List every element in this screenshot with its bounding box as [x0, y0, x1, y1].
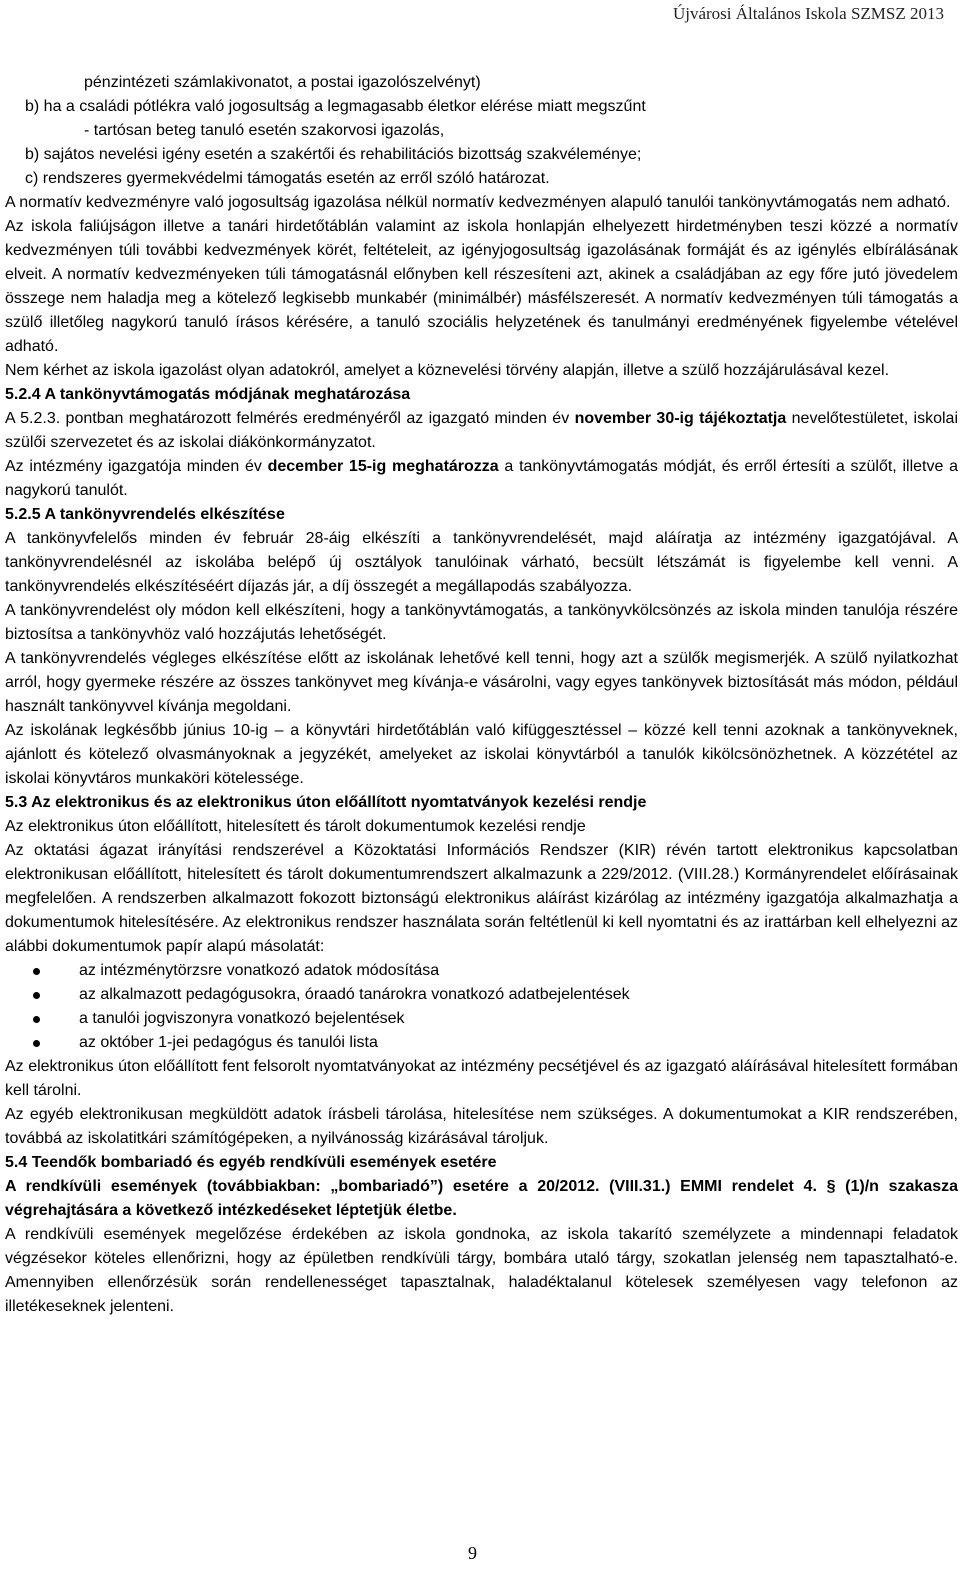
list-item: a tanulói jogviszonyra vonatkozó bejelentések: [5, 1007, 958, 1031]
paragraph: A tankönyvrendelés végleges elkészítése előtt az iskolának lehetővé kell tenni, hogy azt a szülők megismerjék. A szülő nyilatkozhat arról, hogy gyermeke részére az összes tankönyvet meg kívánja-e vásárolni, vagy egyes tankönyvek biztosítását más módon, például használt tankönyvvel kívánja megoldani.: [5, 650, 958, 715]
paragraph: A 5.2.3. pontban meghatározott felmérés eredményéről az igazgató minden év november 30-ig tájékoztatja nevelőtestületet, iskolai szülői szervezetet és az iskolai diákönkormányzatot.: [5, 410, 959, 451]
paragraph: Az elektronikus úton előállított, hitelesített és tárolt dokumentumok kezelési rendje: [5, 818, 586, 835]
section-heading-5-2-5: 5.2.5 A tankönyvrendelés elkészítése: [5, 506, 285, 523]
paragraph: Nem kérhet az iskola igazolást olyan adatokról, amelyet a köznevelési törvény alapján, illetve a szülő hozzájárulásával kezel.: [5, 362, 890, 379]
paragraph: Az iskolának legkésőbb június 10-ig – a könyvtári hirdetőtáblán való kifüggesztéssel – közzé kell tenni azoknak a tankönyveknek, ajánlott és kötelező olvasmányoknak a jegyzékét, amelyeket az iskolai könyvtárból a tanulók kikölcsönözhetnek. A közzététel az iskolai könyvtáros munkaköri kötelessége.: [5, 722, 958, 787]
section-heading-5-3: 5.3 Az elektronikus és az elektronikus úton előállított nyomtatványok kezelési rendje: [5, 794, 647, 811]
section-heading-5-2-4: 5.2.4 A tankönyvtámogatás módjának meghatározása: [5, 386, 411, 403]
bullet-icon: [33, 968, 40, 975]
paragraph: A tankönyvrendelést oly módon kell elkészíteni, hogy a tankönyvtámogatás, a tankönyvkölcsönzés az iskola minden tanulója részére biztosítsa a tankönyvhöz való hozzájutás lehetőségét.: [5, 602, 958, 643]
list-line: b) sajátos nevelési igény esetén a szakértői és rehabilitációs bizottság szakvéleménye;: [25, 146, 642, 163]
list-item: az intézménytörzsre vonatkozó adatok módosítása: [5, 959, 958, 983]
bullet-icon: [33, 1016, 40, 1023]
list-line: - tartósan beteg tanuló esetén szakorvosi igazolás,: [84, 122, 445, 139]
paragraph: Az intézmény igazgatója minden év december 15-ig meghatározza a tankönyvtámogatás módját, és erről értesíti a szülőt, illetve a nagykorú tanulót.: [5, 458, 959, 499]
list-line: c) rendszeres gyermekvédelmi támogatás esetén az erről szóló határozat.: [25, 170, 550, 187]
list-line: b) ha a családi pótlékra való jogosultság a legmagasabb életkor elérése miatt megszűnt: [25, 98, 646, 115]
paragraph: A tankönyvfelelős minden év február 28-áig elkészíti a tankönyvrendelését, majd aláíratja az intézmény igazgatójával. A tankönyvrendelésnél az iskolába belépő új osztályok tanulóinak várható, becsült létszámát is figyelembe kell venni. A tankönyvrendelés elkészítéséért díjazás jár, a díj összegét a megállapodás szabályozza.: [5, 530, 958, 595]
section-heading-5-4: 5.4 Teendők bombariadó és egyéb rendkívüli események esetére: [5, 1154, 497, 1171]
bullet-icon: [33, 1040, 40, 1047]
list-item: az alkalmazott pedagógusokra, óraadó tanárokra vonatkozó adatbejelentések: [5, 983, 958, 1007]
paragraph: Az oktatási ágazat irányítási rendszerével a Közoktatási Információs Rendszer (KIR) révén tartott elektronikus kapcsolatban elektronikusan előállított, hitelesített és tárolt dokumentumrendszert alkalmazunk a 229/2012. (VIII.28.) Kormányrendelet előírásainak megfelelően. A rendszerben alkalmazott fokozott biztonságú elektronikus aláírást kizárólag az intézmény igazgatója alkalmazhatja a dokumentumok hitelesítésére. Az elektronikus rendszer használata során feltétlenül ki kell nyomtatni és az irattárban kell elhelyezni az alábbi dokumentumok papír alapú másolatát:: [5, 842, 958, 955]
bullet-icon: [33, 992, 40, 999]
list-line: pénzintézeti számlakivonatot, a postai igazolószelvényt): [84, 74, 481, 91]
document-body: [5, 71, 958, 1319]
paragraph: Az iskola faliújságon illetve a tanári hirdetőtáblán valamint az iskola honlapján elhelyezett hirdetményben teszi közzé a normatív kedvezményen túli további kedvezmények körét, feltételeit, az igényjogosultság igazolásának formáját és az igénylés elbírálásának elveit. A normatív kedvezményeken túli támogatásnál előnyben kell részesíteni azt, akinek a családjában az egy főre jutó jövedelem összege nem haladja meg a kötelező legkisebb munkabér (minimálbér) másfélszeresét. A normatív kedvezményen túli támogatás a szülő illetőleg nagykorú tanuló írásos kérésére, a tanuló szociális helyzetének és tanulmányi eredményének figyelembe vételével adható.: [5, 218, 958, 355]
paragraph: Az egyéb elektronikusan megküldött adatok írásbeli tárolása, hitelesítése nem szükséges. A dokumentumokat a KIR rendszerében, továbbá az iskolatitkári számítógépeken, a nyilvánosság kizárásával tároljuk.: [5, 1106, 958, 1147]
page-header: Újvárosi Általános Iskola SZMSZ 2013: [672, 4, 944, 23]
page-number: 9: [468, 1543, 477, 1563]
paragraph: A rendkívüli események megelőzése érdekében az iskola gondnoka, az iskola takarító személyzete a mindennapi feladatok végzésekor köteles ellenőrizni, hogy az épületben rendkívüli tárgy, bombára utaló tárgy, szokatlan jelenség nem tapasztalható-e. Amennyiben ellenőrzésük során rendellenességet tapasztalnak, haladéktalanul kötelesek személyesen vagy telefonon az illetékeseknek jelenteni.: [5, 1226, 958, 1315]
paragraph: A normatív kedvezményre való jogosultság igazolása nélkül normatív kedvezményen alapuló tanulói tankönyvtámogatás nem adható.: [5, 194, 951, 211]
paragraph: Az elektronikus úton előállított fent felsorolt nyomtatványokat az intézmény pecsétjével és az igazgató aláírásával hitelesített formában kell tárolni.: [5, 1058, 958, 1099]
list-item: az október 1-jei pedagógus és tanulói lista: [5, 1031, 958, 1055]
bold-paragraph: A rendkívüli események (továbbiakban: „bombariadó”) esetére a 20/2012. (VIII.31.) EMMI rendelet 4. § (1)/n szakasza végrehajtására a következő intézkedéseket léptetjük életbe.: [5, 1178, 958, 1219]
document-list: [5, 959, 958, 1055]
